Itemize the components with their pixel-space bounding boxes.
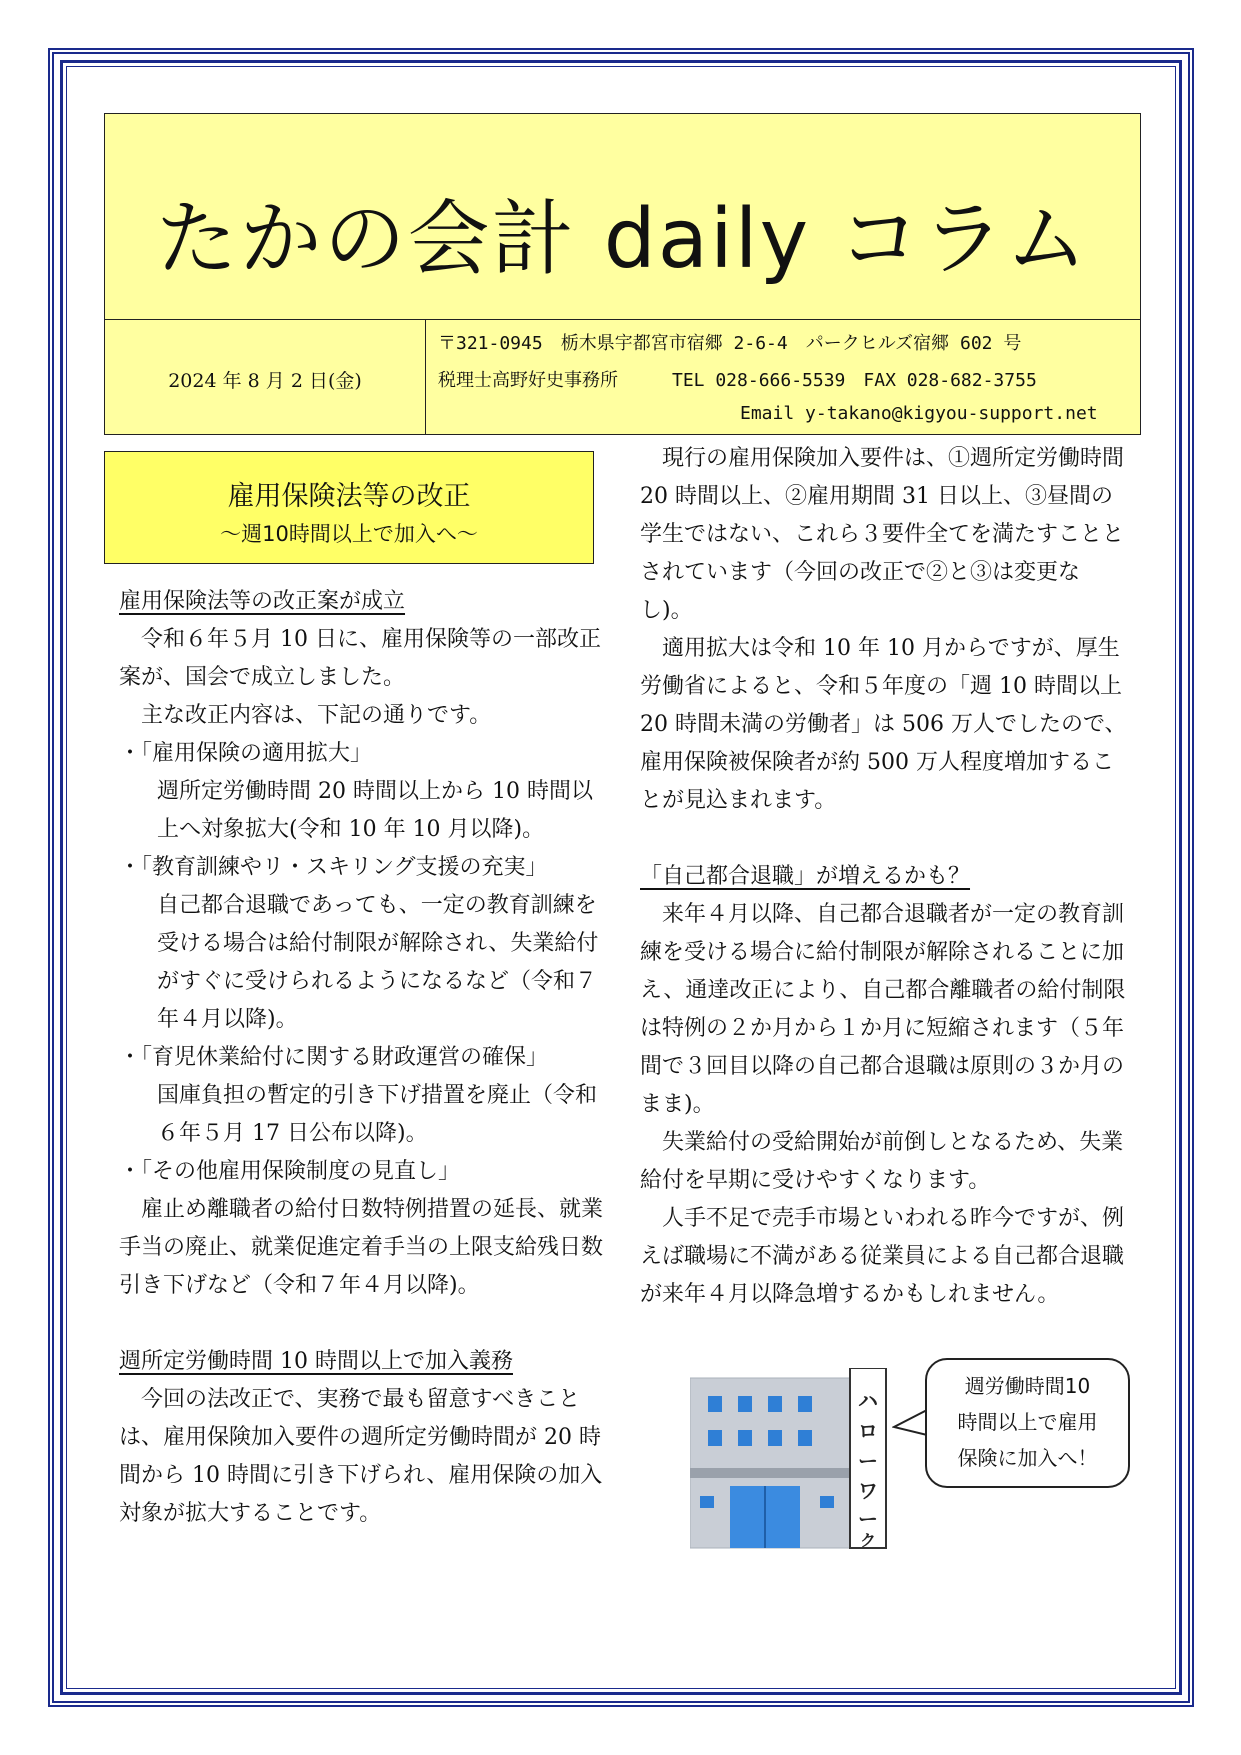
headline-title: 雇用保険法等の改正 <box>227 481 471 512</box>
issue-date: 2024 年 8 月 2 日(金) <box>168 370 362 392</box>
bullet-body: 自己都合退職であっても、一定の教育訓練を受ける場合は給付制限が解除され、失業給付がすぐに受けられるようになるなど（令和７年４月以降)。 <box>157 893 599 1032</box>
headline-subtitle: ～週10時間以上で加入へ～ <box>220 522 478 546</box>
left-column <box>119 583 607 1533</box>
paragraph: 今回の法改正で、実務で最も留意すべきことは、雇用保険加入要件の週所定労働時間が 20 時間から 10 時間に引き下げられ、雇用保険の加入対象が拡大することです。 <box>119 1387 603 1526</box>
right-column <box>640 440 1128 1314</box>
speech-bubble <box>925 1358 1130 1488</box>
office-address: 〒321-0945 栃木県宇都宮市宿郷 2-6-4 パークヒルズ宿郷 602 号 <box>438 333 1022 354</box>
bullet-title: ・「育児休業給付に関する財政運営の確保」 <box>119 1045 549 1070</box>
bubble-line: 時間以上で雇用 <box>957 1410 1098 1434</box>
paragraph: 令和６年５月 10 日に、雇用保険等の一部改正案が、国会で成立しました。 <box>119 627 601 690</box>
bullet-title: ・「その他雇用保険制度の見直し」 <box>119 1159 461 1184</box>
newsletter-title: たかの会計 daily コラム <box>155 192 1090 287</box>
section-heading: 雇用保険法等の改正案が成立 <box>119 589 406 614</box>
masthead <box>104 113 1141 435</box>
bullet-body: 国庫負担の暫定的引き下げ措置を廃止（令和６年５月 17 日公布以降)。 <box>157 1083 598 1146</box>
svg-text:ロ: ロ <box>858 1419 878 1443</box>
bullet-title: ・「雇用保険の適用拡大」 <box>119 741 373 766</box>
bubble-line: 保険に加入へ！ <box>957 1446 1098 1470</box>
paragraph: 人手不足で売手市場といわれる昨今ですが、例えば職場に不満がある従業員による自己都合退職が来年４月以降急増するかもしれません。 <box>640 1206 1125 1307</box>
paragraph: 現行の雇用保険加入要件は、①週所定労働時間 20 時間以上、②雇用期間 31 日以上、③昼間の学生ではない、これら３要件全てを満たすこととされています（今回の改正で②と③は変更なし)。 <box>640 446 1125 623</box>
office-email: Email y-takano@kigyou-support.net <box>740 403 1098 424</box>
article-headline <box>104 451 594 564</box>
section-heading: 「自己都合退職」が増えるかも？ <box>640 864 971 889</box>
paragraph: 適用拡大は令和 10 年 10 月からですが、厚生労働省によると、令和５年度の「週 10 時間以上 20 時間未満の労働者」は 506 万人でしたので、雇用保険被保険者が約 500 万人程度増加することが見込まれます。 <box>640 636 1127 813</box>
bullet-body: 週所定労働時間 20 時間以上から 10 時間以上へ対象拡大(令和 10 年 10 月以降)。 <box>157 779 593 842</box>
sign-text: ハ <box>858 1389 878 1413</box>
paragraph: 雇止め離職者の給付日数特例措置の延長、就業手当の廃止、就業促進定着手当の上限支給残日数引き下げなど（令和７年４月以降)。 <box>119 1197 604 1298</box>
masthead-divider <box>105 319 1140 320</box>
hello-work-building-icon <box>690 1368 900 1556</box>
masthead-column-divider <box>425 319 426 434</box>
svg-text:ワ: ワ <box>858 1479 878 1503</box>
paragraph: 来年４月以降、自己都合退職者が一定の教育訓練を受ける場合に給付制限が解除されることに加え、通達改正により、自己都合離職者の給付制限は特例の２か月から１か月に短縮されます（５年間で３回目以降の自己都合退職は原則の３か月のまま)。 <box>640 902 1126 1117</box>
svg-text:ー: ー <box>858 1449 878 1473</box>
paragraph: 主な改正内容は、下記の通りです。 <box>141 703 492 728</box>
svg-text:ク: ク <box>859 1531 877 1550</box>
section-heading: 週所定労働時間 10 時間以上で加入義務 <box>119 1349 513 1374</box>
bubble-line: 週労働時間10 <box>964 1374 1091 1398</box>
svg-text:ー: ー <box>858 1507 878 1531</box>
bullet-title: ・「教育訓練やリ・スキリング支援の充実」 <box>119 855 548 880</box>
paragraph: 失業給付の受給開始が前倒しとなるため、失業給付を早期に受けやすくなります。 <box>640 1130 1124 1193</box>
office-contact: 税理士高野好史事務所 TEL 028-666-5539 FAX 028-682-3755 <box>438 370 1037 391</box>
